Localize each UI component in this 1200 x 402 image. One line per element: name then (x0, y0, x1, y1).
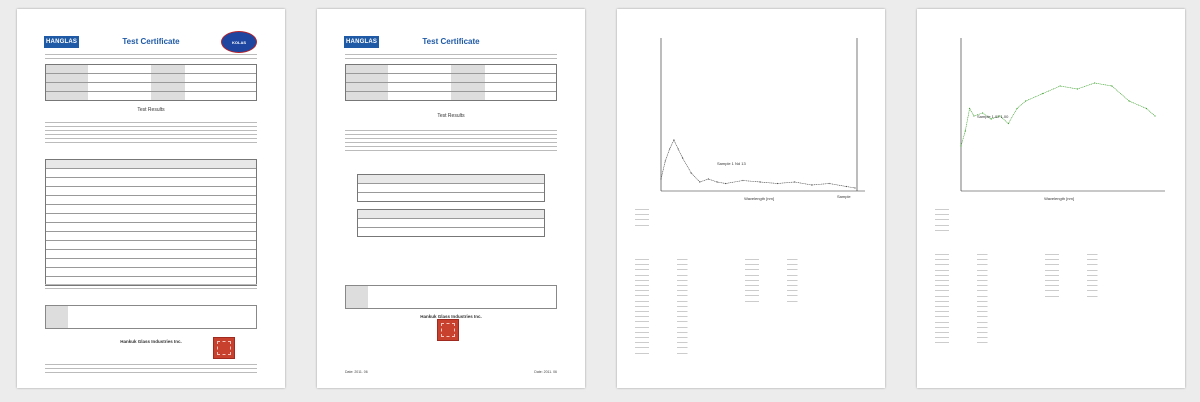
data-point (1154, 115, 1155, 116)
company-stamp (437, 319, 459, 341)
data-point (1060, 85, 1061, 86)
measurement-info: ———— ———— ———— ———— (635, 207, 649, 227)
company-stamp (213, 337, 235, 359)
data-point (691, 172, 692, 173)
data-point (777, 183, 778, 184)
parameter-list-right: ———— ——— ———— ——— ———— ——— ———— ——— ———— ——— ———— ——— ———— ——— ———— ——— ———— ——— (1045, 252, 1098, 298)
results-table-2 (357, 209, 545, 237)
data-point (969, 108, 970, 109)
chart-annotation: Sample 1.02 1.00 (977, 114, 1009, 119)
date-left: Date: 2011. 06 (345, 370, 368, 374)
client-info-table (45, 64, 257, 101)
chart-annotation: Sample 1 Nd 13 (717, 161, 746, 166)
data-point (960, 145, 961, 146)
signature-box (45, 305, 257, 329)
data-point (1129, 100, 1130, 101)
measurement-info: ———— ———— ———— ———— ———— (935, 207, 949, 232)
data-point (742, 180, 743, 181)
data-point (1008, 123, 1009, 124)
data-point (673, 139, 674, 140)
page-title: Test Certificate (422, 37, 480, 46)
signature-box (345, 285, 557, 309)
client-info-table (345, 64, 557, 101)
parameter-list-left: ———— ——— ———— ——— ———— ——— ———— ——— ———— ——— ———— ——— ———— ——— ———— ——— ———— ——— ———— ——— ———— ——— ———— ——— ———— ——— ———— ——— ———— ——— ———— ——— ———— ——— ———— ——— (935, 252, 988, 345)
data-point (829, 183, 830, 184)
x-axis-label: Wavelength [nm] (1044, 196, 1074, 201)
legend-label: Sample (837, 194, 851, 199)
data-point (699, 181, 700, 182)
data-point (794, 181, 795, 182)
data-point (716, 181, 717, 182)
data-point (760, 181, 761, 182)
data-point (678, 148, 679, 149)
parameter-list-right: ———— ——— ———— ——— ———— ——— ———— ——— ———— ——— ———— ——— ———— ——— ———— ——— ———— ——— (745, 257, 798, 303)
spectrum-page-1 (617, 9, 885, 388)
data-point (1025, 100, 1026, 101)
data-point (708, 178, 709, 179)
date-right: Date: 2011. 06 (534, 370, 557, 374)
data-point (1016, 108, 1017, 109)
company-name: Hankuk Glass Industries Inc. (120, 339, 182, 344)
data-point (973, 115, 974, 116)
results-table (45, 159, 257, 286)
spectrum-chart-1 (647, 33, 869, 203)
section-title: Test Results (137, 107, 165, 113)
company-name: Hankuk Glass Industries Inc. (420, 314, 482, 319)
data-point (1111, 85, 1112, 86)
data-point (1042, 93, 1043, 94)
data-point (846, 186, 847, 187)
data-point (965, 130, 966, 131)
data-point (725, 183, 726, 184)
certificate-page-1 (17, 9, 285, 388)
spectrum-page-2 (917, 9, 1185, 388)
results-table-1 (357, 174, 545, 202)
data-point (669, 148, 670, 149)
data-point (682, 157, 683, 158)
x-axis-label: Wavelength [nm] (744, 196, 774, 201)
parameter-list-left: ———— ——— ———— ——— ———— ——— ———— ——— ———— ——— ———— ——— ———— ——— ———— ——— ———— ——— ———— ——— ———— ——— ———— ——— ———— ——— ———— ——— ———— ——— ———— ——— ———— ——— ———— ——— ———— ——— (635, 257, 688, 355)
data-point (1077, 88, 1078, 89)
spectrum-chart-2 (947, 33, 1169, 203)
data-point (1094, 82, 1095, 83)
section-title: Test Results (437, 113, 465, 119)
page-footer (345, 370, 557, 374)
data-point (1146, 108, 1147, 109)
page-title: Test Certificate (122, 37, 180, 46)
hanglas-logo: HANGLAS (44, 36, 79, 48)
certificate-page-2 (317, 9, 585, 388)
data-point (660, 178, 661, 179)
series-line (661, 140, 855, 188)
data-point (665, 160, 666, 161)
data-point (854, 187, 855, 188)
data-point (811, 184, 812, 185)
accreditation-seal: KOLAS (221, 31, 257, 53)
hanglas-logo: HANGLAS (344, 36, 379, 48)
